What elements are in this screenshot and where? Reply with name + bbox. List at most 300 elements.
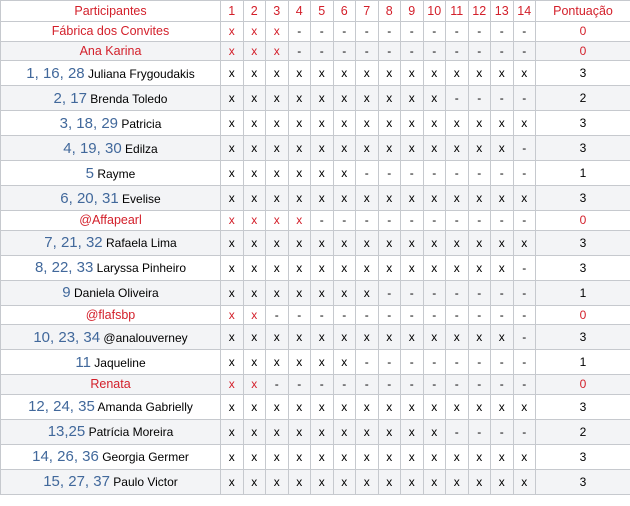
score-cell: 0 [536,41,630,61]
header-round: 12 [468,1,491,22]
header-round: 9 [401,1,424,22]
round-mark: x [243,136,266,161]
round-mark: - [491,280,514,305]
round-mark: x [243,375,266,395]
round-mark: x [423,136,446,161]
entry-numbers: 1, 16, 28 [26,64,85,82]
round-mark: x [378,325,401,350]
round-mark: x [311,61,334,86]
round-mark: x [468,230,491,255]
round-mark: x [221,186,244,211]
round-mark: - [446,305,469,325]
round-mark: - [513,280,536,305]
score-cell: 3 [536,394,630,419]
round-mark: x [378,186,401,211]
header-round: 14 [513,1,536,22]
participant-name: Renata [90,377,131,392]
participant-name: Juliana Frygoudakis [88,66,195,81]
round-mark: - [423,41,446,61]
table-row [1,61,630,86]
table-row [1,325,630,350]
round-mark: - [446,419,469,444]
header-participants: Participantes [1,1,221,22]
participant-name: Georgia Germer [102,450,189,464]
round-mark: - [356,350,379,375]
round-mark: x [221,305,244,325]
round-mark: x [423,325,446,350]
participant-cell [1,375,221,395]
round-mark: x [401,419,424,444]
round-mark: - [401,161,424,186]
round-mark: x [401,469,424,494]
round-mark: - [468,41,491,61]
round-mark: - [401,305,424,325]
round-mark: x [221,280,244,305]
header-round: 10 [423,1,446,22]
round-mark: x [513,111,536,136]
round-mark: x [378,469,401,494]
participant-cell [1,22,221,42]
round-mark: x [513,230,536,255]
round-mark: x [311,280,334,305]
participant-cell [1,419,221,444]
participant-cell [1,61,221,86]
round-mark: x [423,469,446,494]
header-round: 2 [243,1,266,22]
round-mark: - [401,280,424,305]
round-mark: x [356,469,379,494]
round-mark: x [356,280,379,305]
round-mark: - [288,375,311,395]
round-mark: - [491,305,514,325]
table-row [1,469,630,494]
round-mark: x [423,444,446,469]
round-mark: x [333,350,356,375]
score-cell: 1 [536,161,630,186]
round-mark: x [333,186,356,211]
round-mark: - [513,255,536,280]
round-mark: x [243,211,266,231]
entry-numbers: 9 [62,284,71,301]
round-mark: x [243,61,266,86]
round-mark: x [221,111,244,136]
table-row [1,211,630,231]
entry-numbers: 2, 17 [53,89,87,107]
round-mark: x [311,230,334,255]
round-mark: x [333,230,356,255]
round-mark: x [491,469,514,494]
round-mark: - [513,325,536,350]
round-mark: - [468,86,491,111]
round-mark: x [288,255,311,280]
round-mark: - [311,22,334,42]
round-mark: - [468,305,491,325]
round-mark: x [288,280,311,305]
round-mark: x [243,86,266,111]
round-mark: x [491,136,514,161]
round-mark: x [288,394,311,419]
round-mark: - [423,350,446,375]
round-mark: x [243,22,266,42]
participant-name: Paulo Victor [113,475,178,489]
round-mark: x [423,111,446,136]
participant-name: Laryssa Pinheiro [96,261,187,275]
round-mark: x [513,186,536,211]
round-mark: x [221,469,244,494]
round-mark: - [513,22,536,42]
participant-name: Edilza [125,141,158,156]
round-mark: x [491,111,514,136]
round-mark: x [401,394,424,419]
round-mark: x [288,419,311,444]
round-mark: x [243,41,266,61]
participant-name: Evelise [122,191,161,206]
round-mark: x [401,86,424,111]
round-mark: - [513,86,536,111]
round-mark: x [423,186,446,211]
round-mark: - [356,22,379,42]
round-mark: x [378,444,401,469]
round-mark: - [468,419,491,444]
round-mark: - [356,161,379,186]
table-row [1,350,630,375]
round-mark: x [446,61,469,86]
table-row [1,305,630,325]
round-mark: x [288,86,311,111]
score-cell: 3 [536,230,630,255]
participant-name: @flafsbp [85,307,136,322]
round-mark: - [446,211,469,231]
round-mark: - [288,41,311,61]
round-mark: x [423,230,446,255]
round-mark: x [401,61,424,86]
round-mark: x [266,255,289,280]
table-body [1,22,630,495]
table-row [1,22,630,42]
round-mark: - [356,211,379,231]
round-mark: x [468,186,491,211]
table-row [1,161,630,186]
round-mark: x [243,280,266,305]
round-mark: x [333,161,356,186]
round-mark: x [288,61,311,86]
round-mark: x [446,136,469,161]
header-round: 11 [446,1,469,22]
round-mark: x [311,419,334,444]
round-mark: x [446,230,469,255]
score-cell: 3 [536,136,630,161]
round-mark: x [266,161,289,186]
score-cell: 3 [536,325,630,350]
round-mark: - [423,375,446,395]
round-mark: - [513,211,536,231]
round-mark: x [378,419,401,444]
round-mark: - [333,375,356,395]
header-round: 3 [266,1,289,22]
round-mark: - [378,22,401,42]
round-mark: x [468,255,491,280]
round-mark: x [221,375,244,395]
round-mark: x [221,161,244,186]
round-mark: x [333,325,356,350]
round-mark: x [311,86,334,111]
round-mark: - [378,305,401,325]
round-mark: x [266,111,289,136]
participant-cell [1,111,221,136]
round-mark: x [401,230,424,255]
round-mark: - [378,350,401,375]
round-mark: - [491,211,514,231]
header-round: 4 [288,1,311,22]
participant-cell [1,161,221,186]
round-mark: - [311,305,334,325]
round-mark: x [513,394,536,419]
round-mark: x [243,419,266,444]
round-mark: - [423,211,446,231]
entry-numbers: 11 [75,353,91,371]
participant-name: Rafaela Lima [106,236,177,250]
participant-cell [1,305,221,325]
round-mark: x [356,444,379,469]
participant-cell [1,41,221,61]
round-mark: x [446,255,469,280]
round-mark: x [401,111,424,136]
round-mark: - [333,211,356,231]
round-mark: x [243,255,266,280]
table-row [1,86,630,111]
participant-cell [1,325,221,350]
round-mark: x [468,469,491,494]
round-mark: - [491,375,514,395]
round-mark: x [288,186,311,211]
entry-numbers: 3, 18, 29 [59,114,119,132]
round-mark: x [468,61,491,86]
round-mark: - [378,211,401,231]
entry-numbers: 8, 22, 33 [34,259,94,276]
header-round: 7 [356,1,379,22]
round-mark: x [356,136,379,161]
participant-cell [1,136,221,161]
round-mark: x [243,186,266,211]
round-mark: x [423,61,446,86]
round-mark: x [401,444,424,469]
round-mark: x [333,469,356,494]
round-mark: x [513,444,536,469]
round-mark: x [266,350,289,375]
score-cell: 3 [536,186,630,211]
round-mark: x [221,211,244,231]
table-row [1,375,630,395]
round-mark: x [356,186,379,211]
header-round: 5 [311,1,334,22]
table-row [1,255,630,280]
round-mark: x [266,61,289,86]
round-mark: x [401,325,424,350]
round-mark: x [468,394,491,419]
participant-name: Patricia [121,116,162,131]
participant-cell [1,350,221,375]
round-mark: - [401,211,424,231]
round-mark: x [243,350,266,375]
participant-name: Patrícia Moreira [88,425,174,439]
round-mark: x [378,136,401,161]
round-mark: x [266,86,289,111]
round-mark: - [468,22,491,42]
entry-numbers: 6, 20, 31 [60,189,119,207]
round-mark: x [266,211,289,231]
participant-cell [1,469,221,494]
round-mark: - [401,41,424,61]
table-row [1,394,630,419]
round-mark: - [491,419,514,444]
score-cell: 3 [536,469,630,494]
score-cell: 3 [536,61,630,86]
participant-cell [1,186,221,211]
round-mark: x [221,325,244,350]
round-mark: x [266,230,289,255]
round-mark: x [446,394,469,419]
score-cell: 0 [536,211,630,231]
round-mark: x [378,255,401,280]
table-row [1,419,630,444]
round-mark: - [491,161,514,186]
round-mark: x [288,325,311,350]
score-cell: 0 [536,375,630,395]
round-mark: x [221,419,244,444]
round-mark: - [446,350,469,375]
round-mark: x [311,469,334,494]
round-mark: - [266,375,289,395]
round-mark: x [288,230,311,255]
round-mark: - [446,22,469,42]
entry-numbers: 15, 27, 37 [43,473,110,490]
round-mark: x [333,444,356,469]
round-mark: - [378,161,401,186]
round-mark: x [333,111,356,136]
round-mark: - [446,41,469,61]
participant-name: Ana Karina [79,43,142,58]
round-mark: - [446,375,469,395]
round-mark: x [221,86,244,111]
table-row [1,186,630,211]
round-mark: x [446,111,469,136]
round-mark: - [468,375,491,395]
header-row [1,1,630,22]
round-mark: - [333,22,356,42]
participant-cell [1,211,221,231]
round-mark: x [311,255,334,280]
round-mark: - [333,305,356,325]
round-mark: - [356,305,379,325]
participant-cell [1,86,221,111]
round-mark: - [491,22,514,42]
round-mark: x [266,41,289,61]
round-mark: x [491,186,514,211]
entry-numbers: 14, 26, 36 [32,448,99,465]
round-mark: - [333,41,356,61]
participant-name: Daniela Oliveira [73,286,159,300]
round-mark: - [288,305,311,325]
round-mark: x [423,255,446,280]
round-mark: x [266,394,289,419]
round-mark: x [266,325,289,350]
participant-cell [1,230,221,255]
round-mark: x [311,394,334,419]
entry-numbers: 4, 19, 30 [63,139,122,157]
round-mark: x [333,136,356,161]
round-mark: - [491,41,514,61]
participant-name: @Affapearl [79,213,142,228]
round-mark: - [468,161,491,186]
round-mark: - [378,41,401,61]
participant-cell [1,394,221,419]
round-mark: x [491,325,514,350]
round-mark: - [468,211,491,231]
round-mark: - [423,161,446,186]
round-mark: x [356,255,379,280]
round-mark: - [356,375,379,395]
table-row [1,111,630,136]
score-cell: 3 [536,255,630,280]
entry-numbers: 12, 24, 35 [28,398,95,415]
round-mark: x [333,394,356,419]
round-mark: x [221,230,244,255]
round-mark: - [491,86,514,111]
round-mark: x [311,350,334,375]
round-mark: x [288,136,311,161]
round-mark: x [243,111,266,136]
table-row [1,280,630,305]
round-mark: x [221,61,244,86]
participant-cell [1,280,221,305]
round-mark: x [221,41,244,61]
round-mark: x [333,280,356,305]
round-mark: x [468,325,491,350]
round-mark: - [423,280,446,305]
round-mark: - [401,22,424,42]
round-mark: x [266,280,289,305]
entry-numbers: 7, 21, 32 [44,234,103,251]
round-mark: - [446,86,469,111]
table-row [1,444,630,469]
round-mark: - [423,305,446,325]
header-round: 6 [333,1,356,22]
round-mark: x [311,136,334,161]
participant-name: Fábrica dos Convites [51,24,170,39]
round-mark: - [513,136,536,161]
round-mark: - [423,22,446,42]
table-row [1,41,630,61]
score-cell: 3 [536,111,630,136]
round-mark: - [288,22,311,42]
header-score: Pontuação [536,1,630,22]
table-row [1,136,630,161]
participant-name: @analouverney [103,330,188,345]
round-mark: x [333,255,356,280]
round-mark: x [513,61,536,86]
round-mark: - [513,419,536,444]
round-mark: x [423,86,446,111]
participant-cell [1,255,221,280]
round-mark: x [311,325,334,350]
participant-name: Brenda Toledo [90,91,168,106]
round-mark: - [356,41,379,61]
round-mark: x [491,61,514,86]
score-cell: 1 [536,280,630,305]
round-mark: x [333,419,356,444]
round-mark: - [311,41,334,61]
round-mark: - [468,280,491,305]
